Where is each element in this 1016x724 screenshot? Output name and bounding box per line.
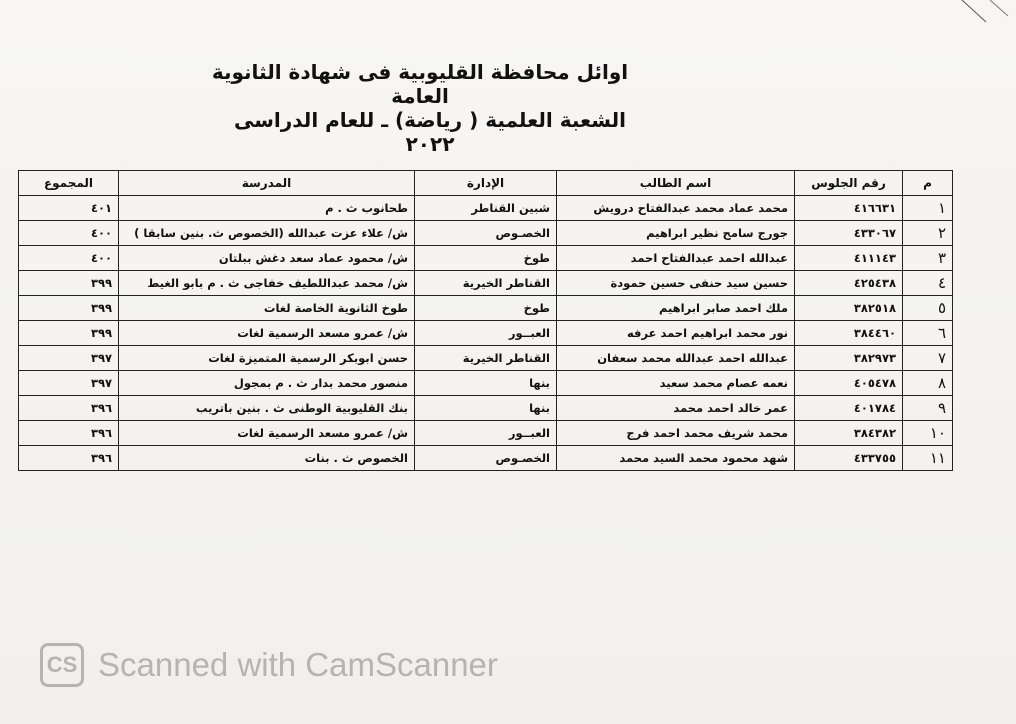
cell-total: ٣٩٦ bbox=[19, 421, 119, 446]
cell-total: ٤٠١ bbox=[19, 196, 119, 221]
cell-seat-number: ٤٣٣٠٦٧ bbox=[795, 221, 903, 246]
camscanner-logo: CS bbox=[40, 643, 84, 687]
cell-school: بنك القليوبية الوطنى ث . بنين باتريب bbox=[119, 396, 415, 421]
column-header-seat-number: رقم الجلوس bbox=[795, 171, 903, 196]
cell-school: طحانوب ث . م bbox=[119, 196, 415, 221]
results-table bbox=[18, 170, 953, 471]
cell-total: ٤٠٠ bbox=[19, 246, 119, 271]
column-header-total: المجموع bbox=[19, 171, 119, 196]
table-header-row bbox=[19, 171, 953, 196]
cell-student-name: محمد شريف محمد احمد فرج bbox=[557, 421, 795, 446]
cell-seat-number: ٤٢٥٤٣٨ bbox=[795, 271, 903, 296]
cell-m: ٧ bbox=[903, 346, 953, 371]
cell-m: ٥ bbox=[903, 296, 953, 321]
cell-student-name: نعمه عصام محمد سعيد bbox=[557, 371, 795, 396]
cell-total: ٣٩٧ bbox=[19, 346, 119, 371]
cell-total: ٤٠٠ bbox=[19, 221, 119, 246]
cell-m: ٨ bbox=[903, 371, 953, 396]
cell-school: ش/ محمد عبداللطيف خفاجى ث . م بابو الغيط bbox=[119, 271, 415, 296]
cell-m: ١ bbox=[903, 196, 953, 221]
cell-administration: شبين القناطر bbox=[415, 196, 557, 221]
cell-total: ٣٩٩ bbox=[19, 321, 119, 346]
cell-administration: بنها bbox=[415, 396, 557, 421]
cell-m: ٢ bbox=[903, 221, 953, 246]
cell-student-name: ملك احمد صابر ابراهيم bbox=[557, 296, 795, 321]
cell-student-name: عمر خالد احمد محمد bbox=[557, 396, 795, 421]
cell-m: ١١ bbox=[903, 446, 953, 471]
cell-total: ٣٩٩ bbox=[19, 296, 119, 321]
column-header-m: م bbox=[903, 171, 953, 196]
cell-administration: العبــور bbox=[415, 321, 557, 346]
cell-m: ٣ bbox=[903, 246, 953, 271]
table-row bbox=[19, 196, 953, 221]
cell-administration: القناطر الخيرية bbox=[415, 271, 557, 296]
cell-student-name: عبدالله احمد عبدالله محمد سعفان bbox=[557, 346, 795, 371]
cell-student-name: شهد محمود محمد السيد محمد bbox=[557, 446, 795, 471]
cell-seat-number: ٣٨٤٤٦٠ bbox=[795, 321, 903, 346]
cell-seat-number: ٤٠١٧٨٤ bbox=[795, 396, 903, 421]
cell-student-name: جورج سامح نظير ابراهيم bbox=[557, 221, 795, 246]
cell-student-name: نور محمد ابراهيم احمد عرفه bbox=[557, 321, 795, 346]
cell-m: ١٠ bbox=[903, 421, 953, 446]
table-row bbox=[19, 371, 953, 396]
cell-seat-number: ٣٨٢٥١٨ bbox=[795, 296, 903, 321]
cell-administration: العبــور bbox=[415, 421, 557, 446]
cell-total: ٣٩٩ bbox=[19, 271, 119, 296]
cell-seat-number: ٤١١١٤٣ bbox=[795, 246, 903, 271]
document-title: اوائل محافظة القليوبية فى شهادة الثانوية العامة bbox=[211, 60, 629, 108]
table-row bbox=[19, 271, 953, 296]
table-row bbox=[19, 296, 953, 321]
table-row bbox=[19, 346, 953, 371]
table-row bbox=[19, 246, 953, 271]
cell-seat-number: ٣٨٢٩٧٣ bbox=[795, 346, 903, 371]
watermark-text: Scanned with CamScanner bbox=[98, 646, 498, 683]
cell-seat-number: ٤٣٣٧٥٥ bbox=[795, 446, 903, 471]
cell-m: ٤ bbox=[903, 271, 953, 296]
cell-school: ش/ عمرو مسعد الرسمية لغات bbox=[119, 421, 415, 446]
table-row bbox=[19, 421, 953, 446]
cell-student-name: حسين سيد حنفى حسين حمودة bbox=[557, 271, 795, 296]
cell-school: ش/ عمرو مسعد الرسمية لغات bbox=[119, 321, 415, 346]
cell-m: ٦ bbox=[903, 321, 953, 346]
cell-administration: الخصـوص bbox=[415, 221, 557, 246]
column-header-administration: الإدارة bbox=[415, 171, 557, 196]
table-row bbox=[19, 321, 953, 346]
cell-school: طوخ الثانوية الخاصة لغات bbox=[119, 296, 415, 321]
cell-school: ش/ محمود عماد سعد دغش ببلتان bbox=[119, 246, 415, 271]
cell-total: ٣٩٧ bbox=[19, 371, 119, 396]
page-corner-marks bbox=[950, 0, 1010, 40]
table-row bbox=[19, 221, 953, 246]
column-header-student-name: اسم الطالب bbox=[557, 171, 795, 196]
cell-administration: طوخ bbox=[415, 296, 557, 321]
cell-school: ش/ علاء عزت عبدالله (الخصوص ث. بنين سابقا ) bbox=[119, 221, 415, 246]
table-row bbox=[19, 446, 953, 471]
cell-seat-number: ٣٨٤٣٨٢ bbox=[795, 421, 903, 446]
cell-administration: الخصـوص bbox=[415, 446, 557, 471]
cell-school: حسن ابوبكر الرسمية المتميزة لغات bbox=[119, 346, 415, 371]
column-header-school: المدرسة bbox=[119, 171, 415, 196]
cell-total: ٣٩٦ bbox=[19, 396, 119, 421]
table-row bbox=[19, 396, 953, 421]
cell-administration: بنها bbox=[415, 371, 557, 396]
cell-student-name: محمد عماد محمد عبدالفتاح درويش bbox=[557, 196, 795, 221]
cell-school: منصور محمد بدار ث . م بمجول bbox=[119, 371, 415, 396]
cell-administration: القناطر الخيرية bbox=[415, 346, 557, 371]
cell-seat-number: ٤١٦٦٣١ bbox=[795, 196, 903, 221]
cell-total: ٣٩٦ bbox=[19, 446, 119, 471]
cell-seat-number: ٤٠٥٤٧٨ bbox=[795, 371, 903, 396]
cell-student-name: عبدالله احمد عبدالفتاح احمد bbox=[557, 246, 795, 271]
camscanner-watermark bbox=[40, 640, 498, 690]
cell-m: ٩ bbox=[903, 396, 953, 421]
cell-administration: طوخ bbox=[415, 246, 557, 271]
cell-school: الخصوص ث . بنات bbox=[119, 446, 415, 471]
document-subtitle: الشعبة العلمية ( رياضة) ـ للعام الدراسى ٢٠٢٢ bbox=[233, 108, 627, 156]
